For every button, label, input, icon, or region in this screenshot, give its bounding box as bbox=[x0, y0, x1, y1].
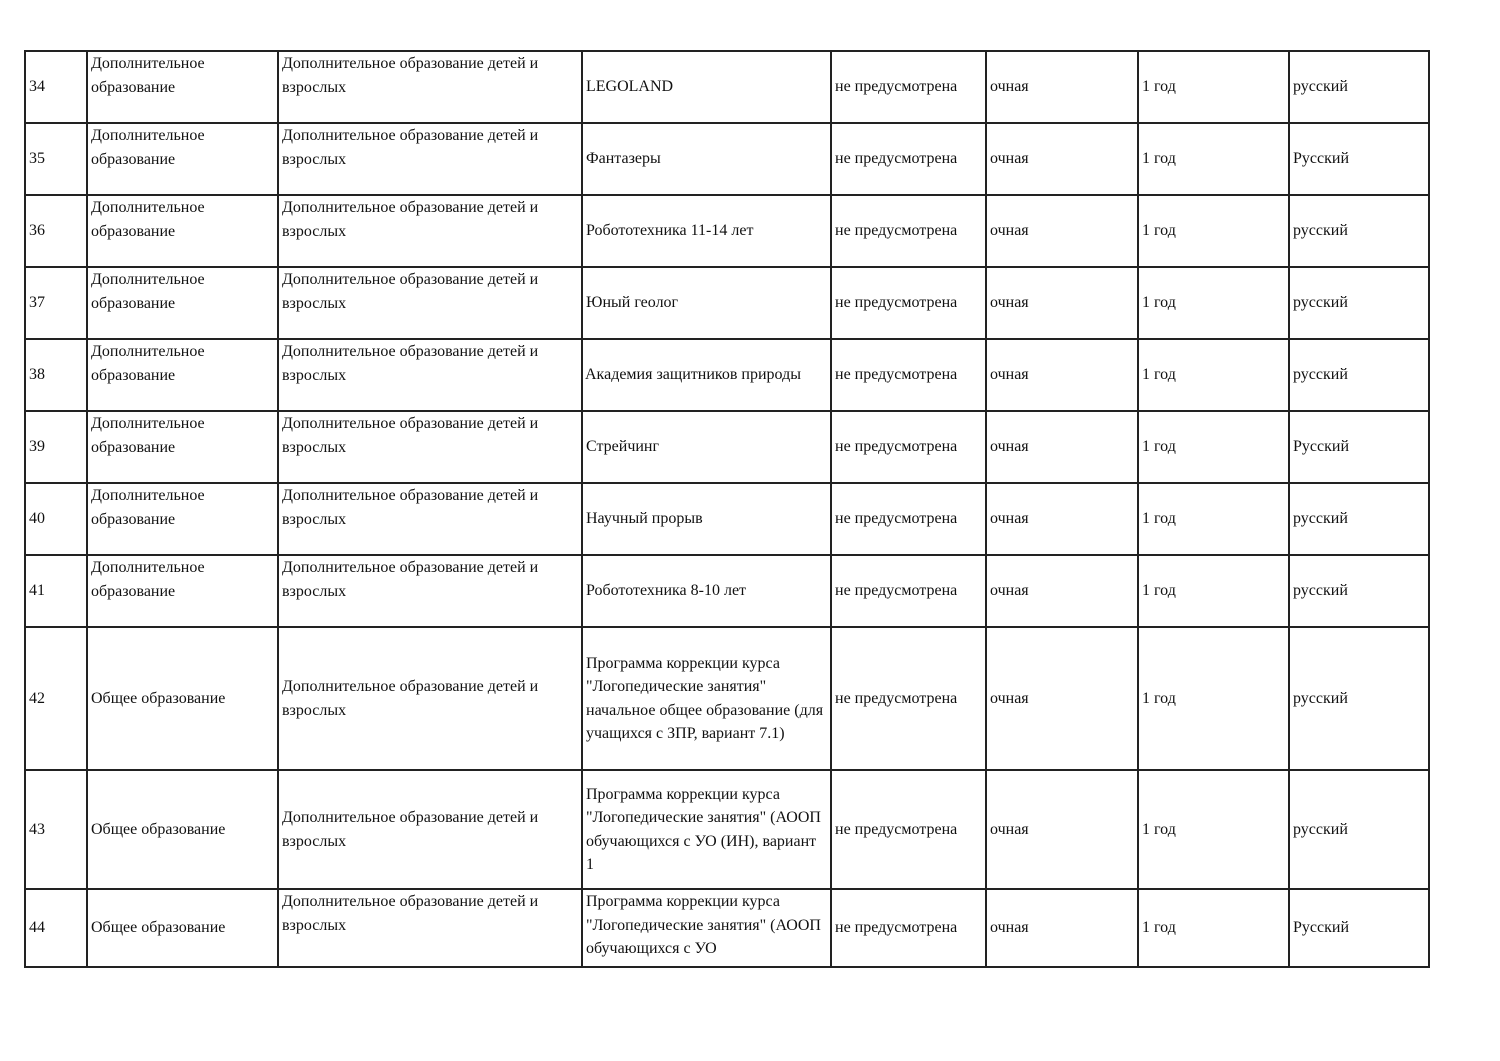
cell-language: русский bbox=[1289, 195, 1429, 267]
cell-level: Дополнительное образование bbox=[87, 51, 278, 123]
cell-program: Программа коррекции курса "Логопедические занятия" (АООП обучающихся с УО (ИН), вариант 1 bbox=[582, 770, 831, 889]
table-row bbox=[25, 483, 1429, 555]
cell-accreditation: не предусмотрена bbox=[831, 483, 986, 555]
cell-term: 1 год bbox=[1138, 123, 1289, 195]
cell-level: Дополнительное образование bbox=[87, 195, 278, 267]
cell-program: Научный прорыв bbox=[582, 483, 831, 555]
cell-form: очная bbox=[986, 889, 1138, 967]
cell-kind: Дополнительное образование детей и взрослых bbox=[278, 195, 582, 267]
cell-level: Дополнительное образование bbox=[87, 267, 278, 339]
cell-accreditation: не предусмотрена bbox=[831, 555, 986, 627]
cell-language: русский bbox=[1289, 555, 1429, 627]
cell-program: Фантазеры bbox=[582, 123, 831, 195]
cell-term: 1 год bbox=[1138, 483, 1289, 555]
cell-kind: Дополнительное образование детей и взрослых bbox=[278, 483, 582, 555]
cell-level: Дополнительное образование bbox=[87, 339, 278, 411]
cell-language: русский bbox=[1289, 339, 1429, 411]
cell-accreditation: не предусмотрена bbox=[831, 770, 986, 889]
cell-kind: Дополнительное образование детей и взрослых bbox=[278, 555, 582, 627]
cell-form: очная bbox=[986, 411, 1138, 483]
cell-kind: Дополнительное образование детей и взрослых bbox=[278, 339, 582, 411]
cell-number: 44 bbox=[25, 889, 87, 967]
cell-form: очная bbox=[986, 555, 1138, 627]
cell-accreditation: не предусмотрена bbox=[831, 123, 986, 195]
table-body bbox=[25, 51, 1429, 967]
cell-form: очная bbox=[986, 123, 1138, 195]
cell-level: Дополнительное образование bbox=[87, 483, 278, 555]
cell-language: русский bbox=[1289, 770, 1429, 889]
cell-accreditation: не предусмотрена bbox=[831, 889, 986, 967]
cell-program: Робототехника 8-10 лет bbox=[582, 555, 831, 627]
cell-number: 38 bbox=[25, 339, 87, 411]
cell-form: очная bbox=[986, 51, 1138, 123]
table-row bbox=[25, 267, 1429, 339]
table-row bbox=[25, 51, 1429, 123]
cell-term: 1 год bbox=[1138, 267, 1289, 339]
cell-term: 1 год bbox=[1138, 555, 1289, 627]
cell-accreditation: не предусмотрена bbox=[831, 267, 986, 339]
cell-language: русский bbox=[1289, 51, 1429, 123]
cell-kind: Дополнительное образование детей и взрослых bbox=[278, 267, 582, 339]
table-row bbox=[25, 889, 1429, 967]
cell-number: 41 bbox=[25, 555, 87, 627]
cell-accreditation: не предусмотрена bbox=[831, 627, 986, 770]
cell-level: Дополнительное образование bbox=[87, 411, 278, 483]
cell-form: очная bbox=[986, 770, 1138, 889]
cell-program: Академия защитников природы bbox=[582, 339, 831, 411]
table-row bbox=[25, 123, 1429, 195]
cell-term: 1 год bbox=[1138, 770, 1289, 889]
cell-kind: Дополнительное образование детей и взрослых bbox=[278, 889, 582, 967]
cell-accreditation: не предусмотрена bbox=[831, 51, 986, 123]
cell-number: 36 bbox=[25, 195, 87, 267]
cell-term: 1 год bbox=[1138, 339, 1289, 411]
cell-kind: Дополнительное образование детей и взрослых bbox=[278, 627, 582, 770]
cell-term: 1 год bbox=[1138, 195, 1289, 267]
cell-language: Русский bbox=[1289, 889, 1429, 967]
cell-accreditation: не предусмотрена bbox=[831, 339, 986, 411]
cell-language: Русский bbox=[1289, 123, 1429, 195]
cell-program: Робототехника 11-14 лет bbox=[582, 195, 831, 267]
table-row bbox=[25, 627, 1429, 770]
cell-language: русский bbox=[1289, 483, 1429, 555]
cell-program: Юный геолог bbox=[582, 267, 831, 339]
cell-number: 39 bbox=[25, 411, 87, 483]
cell-term: 1 год bbox=[1138, 889, 1289, 967]
cell-language: русский bbox=[1289, 627, 1429, 770]
cell-form: очная bbox=[986, 483, 1138, 555]
cell-level: Общее образование bbox=[87, 770, 278, 889]
cell-level: Общее образование bbox=[87, 627, 278, 770]
cell-program: LEGOLAND bbox=[582, 51, 831, 123]
cell-accreditation: не предусмотрена bbox=[831, 411, 986, 483]
cell-number: 35 bbox=[25, 123, 87, 195]
cell-kind: Дополнительное образование детей и взрослых bbox=[278, 123, 582, 195]
cell-program-text: Программа коррекции курса "Логопедические занятия" (АООП обучающихся с УО bbox=[586, 893, 821, 957]
cell-level: Дополнительное образование bbox=[87, 555, 278, 627]
cell-language: русский bbox=[1289, 267, 1429, 339]
programs-table bbox=[24, 50, 1430, 968]
cell-level: Общее образование bbox=[87, 889, 278, 967]
cell-form: очная bbox=[986, 195, 1138, 267]
cell-kind: Дополнительное образование детей и взрослых bbox=[278, 770, 582, 889]
cell-level: Дополнительное образование bbox=[87, 123, 278, 195]
cell-term: 1 год bbox=[1138, 411, 1289, 483]
table-row bbox=[25, 770, 1429, 889]
cell-program: Стрейчинг bbox=[582, 411, 831, 483]
cell-program bbox=[582, 889, 831, 967]
cell-number: 40 bbox=[25, 483, 87, 555]
cell-kind: Дополнительное образование детей и взрослых bbox=[278, 51, 582, 123]
cell-kind: Дополнительное образование детей и взрослых bbox=[278, 411, 582, 483]
cell-form: очная bbox=[986, 339, 1138, 411]
cell-number: 34 bbox=[25, 51, 87, 123]
table-row bbox=[25, 555, 1429, 627]
table-row bbox=[25, 195, 1429, 267]
cell-program: Программа коррекции курса "Логопедические занятия" начальное общее образование (для учащихся с ЗПР, вариант 7.1) bbox=[582, 627, 831, 770]
cell-form: очная bbox=[986, 627, 1138, 770]
cell-term: 1 год bbox=[1138, 51, 1289, 123]
cell-number: 42 bbox=[25, 627, 87, 770]
cell-term: 1 год bbox=[1138, 627, 1289, 770]
cell-accreditation: не предусмотрена bbox=[831, 195, 986, 267]
cell-language: Русский bbox=[1289, 411, 1429, 483]
cell-form: очная bbox=[986, 267, 1138, 339]
table-row bbox=[25, 411, 1429, 483]
table-row bbox=[25, 339, 1429, 411]
cell-number: 43 bbox=[25, 770, 87, 889]
cell-number: 37 bbox=[25, 267, 87, 339]
